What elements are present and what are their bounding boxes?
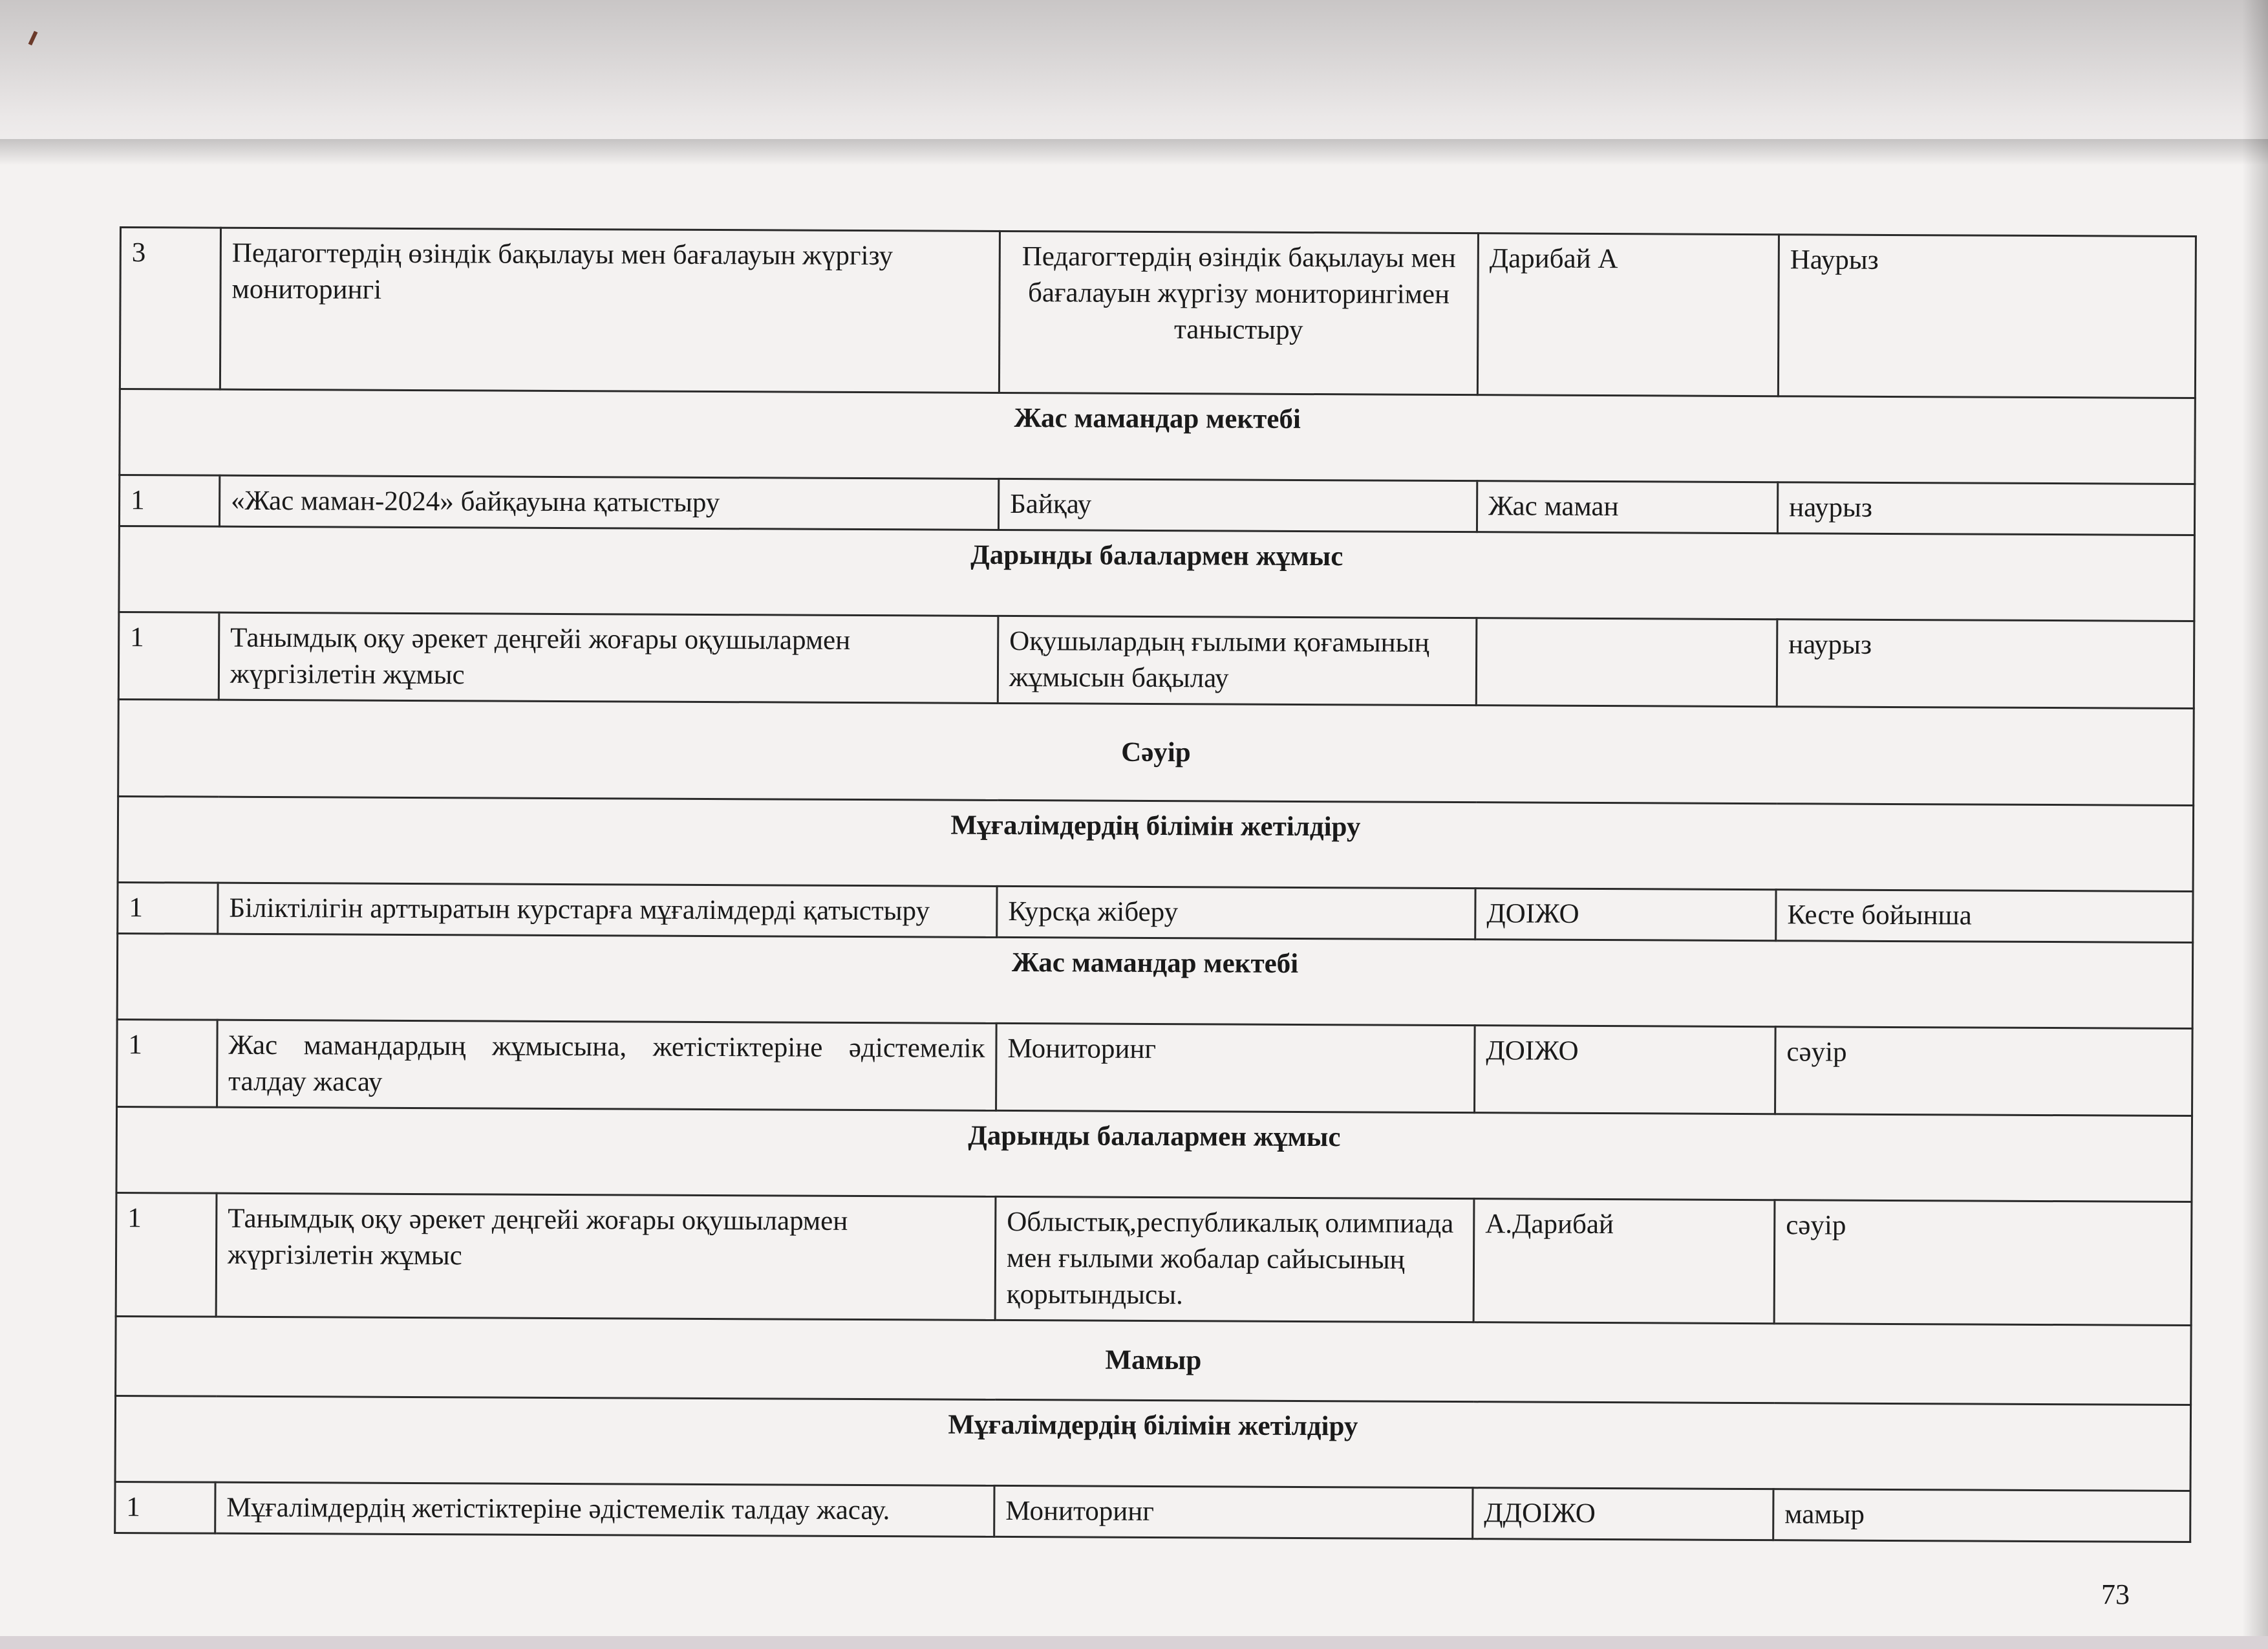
row-number: 1: [118, 612, 219, 700]
section-row: [120, 389, 2196, 484]
scan-bottom-band: [0, 1636, 2268, 1649]
section-heading: Дарынды балалармен жұмыс: [119, 526, 2195, 621]
table-row: [117, 1019, 2193, 1116]
scan-right-shadow: [2242, 0, 2268, 1649]
date-cell: наурыз: [1777, 482, 2194, 535]
row-number: 1: [117, 1019, 218, 1107]
section-heading: Дарынды балалармен жұмыс: [116, 1106, 2192, 1202]
task-cell: Танымдық оқу әрекет деңгейі жоғары оқушылармен жүргізілетін жұмыс: [216, 1193, 996, 1320]
responsible-cell: [1476, 618, 1777, 707]
section-heading: Мұғалімдердің білімін жетілдіру: [115, 1396, 2191, 1491]
section-row: [116, 1106, 2192, 1202]
table-row: [120, 228, 2196, 398]
form-cell: Мониторинг: [996, 1023, 1475, 1112]
date-cell: сәуір: [1774, 1200, 2192, 1326]
month-heading: Мамыр: [116, 1316, 2192, 1405]
task-cell: Мұғалімдердің жетістіктеріне әдістемелік талдау жасау.: [215, 1482, 994, 1536]
task-cell: Танымдық оқу әрекет деңгейі жоғары оқушылармен жүргізілетін жұмыс: [219, 612, 998, 703]
form-cell: Педагогтердің өзіндік бақылауы мен бағалауын жүргізу мониторингімен таныстыру: [999, 231, 1478, 394]
date-cell: Кесте бойынша: [1776, 890, 2193, 943]
month-row: [118, 699, 2194, 805]
responsible-cell: Дарибай А: [1477, 233, 1779, 396]
form-cell: Оқушылардың ғылыми қоғамының жұмысын бақылау: [998, 616, 1477, 705]
date-cell: мамыр: [1773, 1489, 2190, 1542]
responsible-cell: А.Дарибай: [1473, 1199, 1775, 1324]
form-cell: Облыстық,республикалық олимпиада мен ғылыми жобалар сайысының қорытындысы.: [995, 1196, 1474, 1322]
section-row: [115, 1396, 2191, 1491]
table-row: [116, 1192, 2192, 1325]
month-row: [116, 1316, 2192, 1405]
row-number: 1: [119, 475, 219, 527]
section-heading: Мұғалімдердің білімін жетілдіру: [118, 796, 2194, 891]
table-row: [118, 612, 2194, 709]
form-cell: Мониторинг: [994, 1485, 1473, 1538]
table-row: [115, 1482, 2190, 1542]
responsible-cell: ДОІЖО: [1475, 889, 1776, 941]
form-cell: Байқау: [998, 479, 1477, 532]
row-number: 1: [118, 882, 218, 934]
section-row: [118, 796, 2194, 891]
section-heading: Жас мамандар мектебі: [117, 933, 2193, 1028]
scan-page-edge: [0, 139, 2268, 165]
table-row: [119, 475, 2194, 535]
task-cell: Педагогтердің өзіндік бақылауы мен бағалауын жүргізу мониторингі: [220, 228, 1000, 393]
date-cell: Наурыз: [1778, 235, 2196, 398]
work-plan-table: [114, 226, 2197, 1543]
date-cell: наурыз: [1777, 620, 2194, 709]
task-cell: «Жас маман-2024» байқауына қатыстыру: [219, 475, 998, 530]
month-heading: Сәуір: [118, 699, 2194, 805]
responsible-cell: ДДОІЖО: [1473, 1488, 1773, 1540]
task-cell: Біліктілігін арттыратын курстарға мұғалімдерді қатыстыру: [218, 883, 997, 937]
row-number: 3: [120, 228, 220, 390]
page-number: 73: [2101, 1579, 2130, 1610]
task-cell: Жас мамандардың жұмысына, жетістіктеріне әдістемелік талдау жасау: [217, 1020, 997, 1110]
section-row: [119, 526, 2195, 621]
responsible-cell: ДОІЖО: [1475, 1026, 1776, 1114]
section-row: [117, 933, 2193, 1028]
section-heading: Жас мамандар мектебі: [120, 389, 2196, 484]
date-cell: сәуір: [1775, 1027, 2193, 1116]
row-number: 1: [116, 1192, 217, 1317]
form-cell: Курсқа жіберу: [997, 886, 1475, 939]
table-row: [118, 882, 2193, 942]
responsible-cell: Жас маман: [1477, 481, 1777, 534]
row-number: 1: [115, 1482, 215, 1533]
